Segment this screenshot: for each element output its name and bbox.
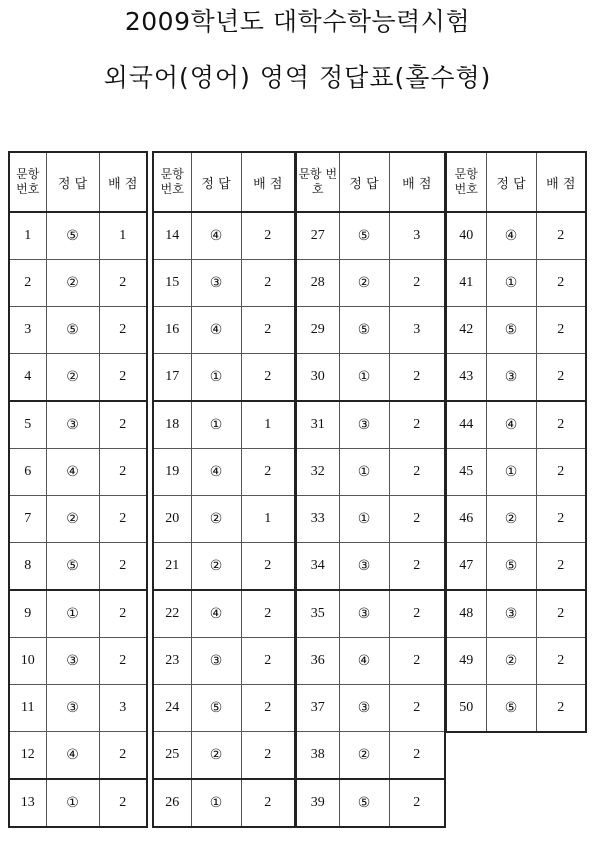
table-row bbox=[9, 543, 147, 591]
correct-answer: ③ bbox=[486, 590, 536, 638]
score-points: 2 bbox=[389, 638, 445, 685]
correct-answer: ③ bbox=[339, 685, 389, 732]
table-row bbox=[296, 449, 445, 496]
question-number: 43 bbox=[446, 354, 486, 402]
table-row bbox=[446, 354, 586, 402]
page-title: 2009학년도 대학수학능력시험 bbox=[124, 7, 471, 36]
question-number: 44 bbox=[446, 401, 486, 449]
score-points: 2 bbox=[536, 449, 586, 496]
table-row bbox=[153, 496, 295, 543]
question-number: 12 bbox=[9, 732, 46, 780]
table-row bbox=[296, 543, 445, 591]
question-number: 27 bbox=[296, 212, 339, 260]
correct-answer: ⑤ bbox=[486, 543, 536, 591]
question-number: 34 bbox=[296, 543, 339, 591]
question-number: 36 bbox=[296, 638, 339, 685]
question-number: 41 bbox=[446, 260, 486, 307]
score-points: 2 bbox=[536, 307, 586, 354]
score-points: 2 bbox=[389, 496, 445, 543]
question-number: 10 bbox=[9, 638, 46, 685]
correct-answer: ③ bbox=[46, 685, 99, 732]
table-row bbox=[296, 732, 445, 780]
correct-answer: ⑤ bbox=[339, 307, 389, 354]
score-points: 1 bbox=[99, 212, 147, 260]
score-points: 2 bbox=[99, 590, 147, 638]
score-points: 2 bbox=[99, 307, 147, 354]
table-row bbox=[153, 779, 295, 827]
answer-block-1 bbox=[8, 151, 148, 828]
correct-answer: ② bbox=[486, 638, 536, 685]
correct-answer: ② bbox=[191, 496, 241, 543]
correct-answer: ③ bbox=[46, 638, 99, 685]
question-number: 21 bbox=[153, 543, 191, 591]
question-number: 23 bbox=[153, 638, 191, 685]
table-row bbox=[153, 212, 295, 260]
score-points: 2 bbox=[241, 260, 295, 307]
correct-answer: ④ bbox=[486, 212, 536, 260]
score-points: 2 bbox=[241, 638, 295, 685]
correct-answer: ② bbox=[486, 496, 536, 543]
question-number: 45 bbox=[446, 449, 486, 496]
question-number: 39 bbox=[296, 779, 339, 827]
header-points: 배 점 bbox=[536, 152, 586, 212]
correct-answer: ② bbox=[46, 260, 99, 307]
table-row bbox=[296, 401, 445, 449]
score-points: 2 bbox=[99, 449, 147, 496]
table-row bbox=[446, 449, 586, 496]
table-row bbox=[9, 260, 147, 307]
table-row bbox=[153, 449, 295, 496]
correct-answer: ④ bbox=[46, 732, 99, 780]
correct-answer: ④ bbox=[191, 449, 241, 496]
question-number: 20 bbox=[153, 496, 191, 543]
table-row bbox=[153, 590, 295, 638]
question-number: 26 bbox=[153, 779, 191, 827]
question-number: 40 bbox=[446, 212, 486, 260]
question-number: 42 bbox=[446, 307, 486, 354]
score-points: 3 bbox=[389, 307, 445, 354]
correct-answer: ⑤ bbox=[339, 212, 389, 260]
table-row bbox=[9, 496, 147, 543]
score-points: 2 bbox=[241, 779, 295, 827]
table-row bbox=[9, 354, 147, 402]
correct-answer: ⑤ bbox=[191, 685, 241, 732]
table-row bbox=[446, 543, 586, 591]
table-row bbox=[153, 354, 295, 402]
score-points: 2 bbox=[241, 354, 295, 402]
table-row bbox=[446, 401, 586, 449]
score-points: 2 bbox=[99, 732, 147, 780]
answer-block-4 bbox=[445, 151, 587, 733]
correct-answer: ① bbox=[339, 449, 389, 496]
table-row bbox=[296, 354, 445, 402]
correct-answer: ③ bbox=[339, 543, 389, 591]
correct-answer: ① bbox=[46, 779, 99, 827]
question-number: 5 bbox=[9, 401, 46, 449]
score-points: 2 bbox=[536, 401, 586, 449]
score-points: 2 bbox=[241, 307, 295, 354]
question-number: 47 bbox=[446, 543, 486, 591]
score-points: 2 bbox=[389, 401, 445, 449]
correct-answer: ④ bbox=[486, 401, 536, 449]
question-number: 29 bbox=[296, 307, 339, 354]
question-number: 50 bbox=[446, 685, 486, 733]
answer-block-2 bbox=[152, 151, 296, 828]
score-points: 2 bbox=[536, 260, 586, 307]
score-points: 2 bbox=[99, 638, 147, 685]
page-subtitle: 외국어(영어) 영역 정답표(홀수형) bbox=[103, 63, 492, 92]
score-points: 2 bbox=[99, 496, 147, 543]
question-number: 17 bbox=[153, 354, 191, 402]
question-number: 38 bbox=[296, 732, 339, 780]
score-points: 2 bbox=[241, 449, 295, 496]
question-number: 8 bbox=[9, 543, 46, 591]
table-row bbox=[9, 401, 147, 449]
correct-answer: ① bbox=[339, 496, 389, 543]
score-points: 2 bbox=[389, 354, 445, 402]
score-points: 3 bbox=[99, 685, 147, 732]
header-question: 문항 번호 bbox=[296, 152, 339, 212]
correct-answer: ① bbox=[339, 354, 389, 402]
header-question: 문항 번호 bbox=[153, 152, 191, 212]
correct-answer: ⑤ bbox=[46, 543, 99, 591]
table-row bbox=[9, 685, 147, 732]
score-points: 2 bbox=[389, 260, 445, 307]
question-number: 37 bbox=[296, 685, 339, 732]
table-row bbox=[153, 260, 295, 307]
header-answer: 정 답 bbox=[191, 152, 241, 212]
score-points: 2 bbox=[241, 732, 295, 780]
header-question: 문항 번호 bbox=[446, 152, 486, 212]
table-row bbox=[296, 496, 445, 543]
table-row bbox=[153, 638, 295, 685]
question-number: 31 bbox=[296, 401, 339, 449]
question-number: 30 bbox=[296, 354, 339, 402]
correct-answer: ④ bbox=[191, 307, 241, 354]
table-row bbox=[446, 496, 586, 543]
table-row bbox=[446, 307, 586, 354]
correct-answer: ① bbox=[486, 260, 536, 307]
table-row bbox=[153, 307, 295, 354]
question-number: 48 bbox=[446, 590, 486, 638]
correct-answer: ③ bbox=[339, 590, 389, 638]
question-number: 15 bbox=[153, 260, 191, 307]
question-number: 49 bbox=[446, 638, 486, 685]
question-number: 25 bbox=[153, 732, 191, 780]
question-number: 22 bbox=[153, 590, 191, 638]
table-row bbox=[296, 590, 445, 638]
header-answer: 정 답 bbox=[46, 152, 99, 212]
correct-answer: ③ bbox=[191, 638, 241, 685]
correct-answer: ③ bbox=[486, 354, 536, 402]
correct-answer: ② bbox=[339, 260, 389, 307]
correct-answer: ⑤ bbox=[486, 685, 536, 733]
correct-answer: ④ bbox=[191, 590, 241, 638]
score-points: 2 bbox=[536, 543, 586, 591]
score-points: 1 bbox=[241, 401, 295, 449]
correct-answer: ④ bbox=[46, 449, 99, 496]
score-points: 2 bbox=[536, 638, 586, 685]
score-points: 2 bbox=[536, 212, 586, 260]
question-number: 28 bbox=[296, 260, 339, 307]
correct-answer: ② bbox=[191, 543, 241, 591]
score-points: 2 bbox=[389, 732, 445, 780]
correct-answer: ① bbox=[191, 779, 241, 827]
score-points: 2 bbox=[241, 543, 295, 591]
question-number: 16 bbox=[153, 307, 191, 354]
score-points: 2 bbox=[241, 590, 295, 638]
table-row bbox=[9, 590, 147, 638]
question-number: 11 bbox=[9, 685, 46, 732]
correct-answer: ① bbox=[191, 401, 241, 449]
score-points: 2 bbox=[99, 401, 147, 449]
correct-answer: ② bbox=[46, 496, 99, 543]
correct-answer: ④ bbox=[339, 638, 389, 685]
header-points: 배 점 bbox=[99, 152, 147, 212]
score-points: 2 bbox=[99, 354, 147, 402]
question-number: 35 bbox=[296, 590, 339, 638]
score-points: 2 bbox=[99, 543, 147, 591]
question-number: 7 bbox=[9, 496, 46, 543]
correct-answer: ④ bbox=[191, 212, 241, 260]
question-number: 3 bbox=[9, 307, 46, 354]
correct-answer: ② bbox=[339, 732, 389, 780]
table-row bbox=[446, 685, 586, 733]
score-points: 2 bbox=[536, 590, 586, 638]
score-points: 2 bbox=[389, 685, 445, 732]
question-number: 19 bbox=[153, 449, 191, 496]
question-number: 13 bbox=[9, 779, 46, 827]
score-points: 2 bbox=[241, 685, 295, 732]
correct-answer: ③ bbox=[191, 260, 241, 307]
question-number: 24 bbox=[153, 685, 191, 732]
table-row bbox=[9, 638, 147, 685]
table-row bbox=[446, 212, 586, 260]
question-number: 9 bbox=[9, 590, 46, 638]
correct-answer: ⑤ bbox=[46, 212, 99, 260]
table-row bbox=[446, 638, 586, 685]
table-row bbox=[9, 732, 147, 780]
score-points: 2 bbox=[536, 354, 586, 402]
header-answer: 정 답 bbox=[486, 152, 536, 212]
table-row bbox=[296, 779, 445, 827]
table-row bbox=[9, 212, 147, 260]
correct-answer: ① bbox=[46, 590, 99, 638]
score-points: 2 bbox=[99, 260, 147, 307]
table-row bbox=[296, 260, 445, 307]
table-row bbox=[9, 307, 147, 354]
correct-answer: ⑤ bbox=[486, 307, 536, 354]
score-points: 2 bbox=[241, 212, 295, 260]
table-row bbox=[153, 401, 295, 449]
score-points: 2 bbox=[389, 590, 445, 638]
table-row bbox=[296, 638, 445, 685]
score-points: 2 bbox=[99, 779, 147, 827]
table-row bbox=[296, 307, 445, 354]
correct-answer: ⑤ bbox=[339, 779, 389, 827]
table-row bbox=[153, 732, 295, 780]
question-number: 32 bbox=[296, 449, 339, 496]
question-number: 14 bbox=[153, 212, 191, 260]
table-row bbox=[153, 543, 295, 591]
table-row bbox=[446, 260, 586, 307]
table-row bbox=[9, 779, 147, 827]
table-row bbox=[296, 685, 445, 732]
question-number: 1 bbox=[9, 212, 46, 260]
table-row bbox=[296, 212, 445, 260]
question-number: 4 bbox=[9, 354, 46, 402]
table-row bbox=[446, 590, 586, 638]
correct-answer: ⑤ bbox=[46, 307, 99, 354]
score-points: 1 bbox=[241, 496, 295, 543]
header-question: 문항 번호 bbox=[9, 152, 46, 212]
score-points: 3 bbox=[389, 212, 445, 260]
table-row bbox=[9, 449, 147, 496]
score-points: 2 bbox=[389, 779, 445, 827]
question-number: 33 bbox=[296, 496, 339, 543]
answer-block-3 bbox=[295, 151, 446, 828]
header-points: 배 점 bbox=[389, 152, 445, 212]
question-number: 6 bbox=[9, 449, 46, 496]
correct-answer: ③ bbox=[46, 401, 99, 449]
header-answer: 정 답 bbox=[339, 152, 389, 212]
score-points: 2 bbox=[389, 543, 445, 591]
correct-answer: ① bbox=[486, 449, 536, 496]
score-points: 2 bbox=[536, 496, 586, 543]
table-row bbox=[153, 685, 295, 732]
correct-answer: ② bbox=[46, 354, 99, 402]
question-number: 2 bbox=[9, 260, 46, 307]
correct-answer: ② bbox=[191, 732, 241, 780]
score-points: 2 bbox=[389, 449, 445, 496]
question-number: 18 bbox=[153, 401, 191, 449]
header-points: 배 점 bbox=[241, 152, 295, 212]
question-number: 46 bbox=[446, 496, 486, 543]
score-points: 2 bbox=[536, 685, 586, 733]
correct-answer: ① bbox=[191, 354, 241, 402]
correct-answer: ③ bbox=[339, 401, 389, 449]
